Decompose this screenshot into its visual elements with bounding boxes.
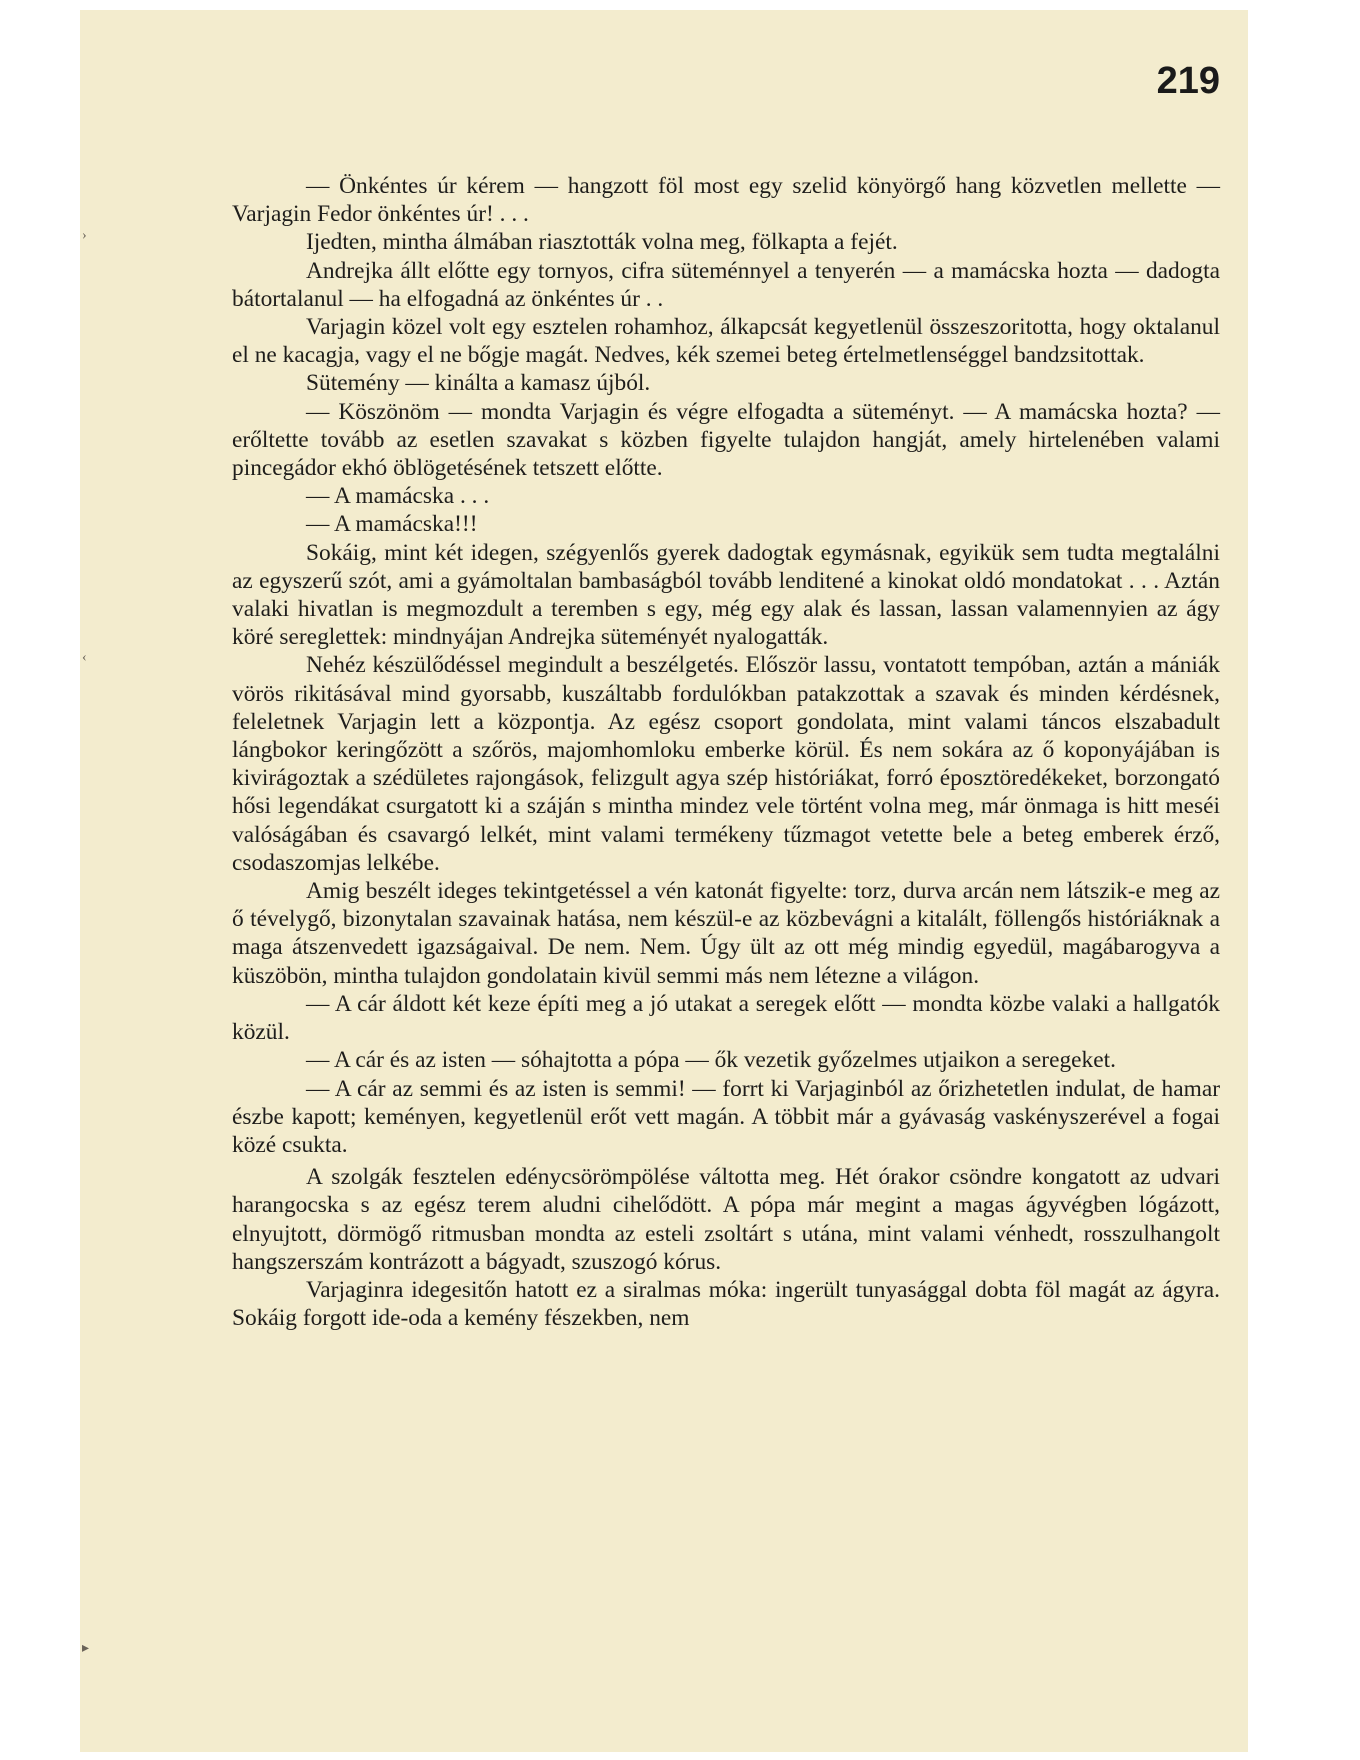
paragraph: Nehéz készülődéssel megindult a beszélgetés. Először lassu, vontatott tempóban, aztán a mániák vörös rikitásával mind gyorsabb, kuszáltabb fordulókban patakzottak a szavak és minden kérdésnek, feleletnek Varjagin lett a központja. Az egész csoport gondolata, mint valami táncos elszabadult lángbokor keringőzött a szőrös, majomhomloku emberke körül. És nem sokára az ő koponyájában is kivirágoztak a szédületes rajongások, felizgult agya szép históriákat, forró éposztöredékeket, borzongató hősi legendákat csurgatott ki a száján s mintha mindez vele történt volna meg, már önmaga is hitt meséi valóságában és csavargó lelkét, mint valami termékeny tűzmagot vetette bele a beteg emberek érző, csodaszomjas lelkébe. [232, 652, 1220, 876]
margin-mark: ▸ [82, 1641, 90, 1656]
margin-mark: › [82, 228, 87, 243]
page-number: 219 [1156, 60, 1220, 102]
paragraph: Varjagin közel volt egy esztelen rohamhoz, álkapcsát kegyetlenül összeszoritotta, hogy oktalanul el ne kacagja, vagy el ne bőgje magát. Nedves, kék szemei beteg értelmetlenséggel bandzsitottak. [232, 314, 1220, 369]
paragraph: Amig beszélt ideges tekintgetéssel a vén katonát figyelte: torz, durva arcán nem látszik-e meg az ő tévelygő, bizonytalan szavainak hatása, nem készül-e az közbevágni a kitalált, föllengős históriáknak a maga átszenvedett igazságaival. De nem. Nem. Úgy ült az ott még mindig egyedül, magábarogyva a küszöbön, mintha tulajdon gondolatain kivül semmi más nem létezne a világon. [232, 878, 1220, 989]
paragraph: Andrejka állt előtte egy tornyos, cifra süteménnyel a tenyerén — a mamácska hozta — dadogta bátortalanul — ha elfogadná az önkéntes úr . . [232, 257, 1220, 312]
paragraph: Ijedten, mintha álmában riasztották volna meg, fölkapta a fejét. [306, 229, 898, 256]
paragraph: — A cár az semmi és az isten is semmi! — forrt ki Varjaginból az őrizhetetlen indulat, de hamar észbe kapott; keményen, kegyetlenül erőt vett magán. A többit már a gyávaság vaskényszerével a fogai közé csukta. [232, 1075, 1220, 1158]
paragraph: Sokáig, mint két idegen, szégyenlős gyerek dadogtak egymásnak, egyikük sem tudta megtalálni az egyszerű szót, ami a gyámoltalan bambaságból tovább lenditené a kinokat oldó mondatokat . . . Aztán valaki hivatlan is megmozdult a teremben s egy, még egy alak és lassan, lassan valamennyien az ágy köré sereglettek: mindnyájan Andrejka süteményét nyalogatták. [232, 539, 1220, 651]
paragraph: A szolgák fesztelen edénycsörömpölése váltotta meg. Hét órakor csöndre kongatott az udvari harangocska s az egész terem aludni cihelődött. A pópa már megint a magas ágyvégben lógázott, elnyujtott, dörmögő ritmusban mondta az esteli zsoltárt s utána, mint valami vénhedt, rosszulhangolt hangszerszám kontrázott a bágyadt, szuszogó kórus. [232, 1164, 1220, 1275]
body-text [232, 172, 1220, 1332]
paragraph: — Köszönöm — mondta Varjagin és végre elfogadta a süteményt. — A mamácska hozta? — erőltette tovább az esetlen szavakat s közben figyelte tulajdon hangját, amely hirtelenében valami pincegádor ekhó öblögetésének tetszett előtte. [232, 398, 1220, 482]
paragraph: Varjaginra idegesitőn hatott ez a siralmas móka: ingerült tunyasággal dobta föl magát az ágyra. Sokáig forgott ide-oda a kemény fészekben, nem [232, 1276, 1220, 1332]
paragraph: Sütemény — kinálta a kamasz újból. [306, 370, 651, 397]
paragraph: — Önkéntes úr kérem — hangzott föl most egy szelid könyörgő hang közvetlen mellette — Varjagin Fedor önkéntes úr! . . . [232, 173, 1220, 228]
paragraph: — A mamácska!!! [306, 511, 478, 538]
paragraph: — A cár és az isten — sóhajtotta a pópa — ők vezetik győzelmes utjaikon a seregeket. [306, 1047, 1116, 1074]
paragraph: — A cár áldott két keze építi meg a jó utakat a seregek előtt — mondta közbe valaki a hallgatók közül. [232, 990, 1220, 1046]
paragraph: — A mamácska . . . [306, 483, 490, 510]
margin-mark: ‹ [82, 650, 87, 665]
